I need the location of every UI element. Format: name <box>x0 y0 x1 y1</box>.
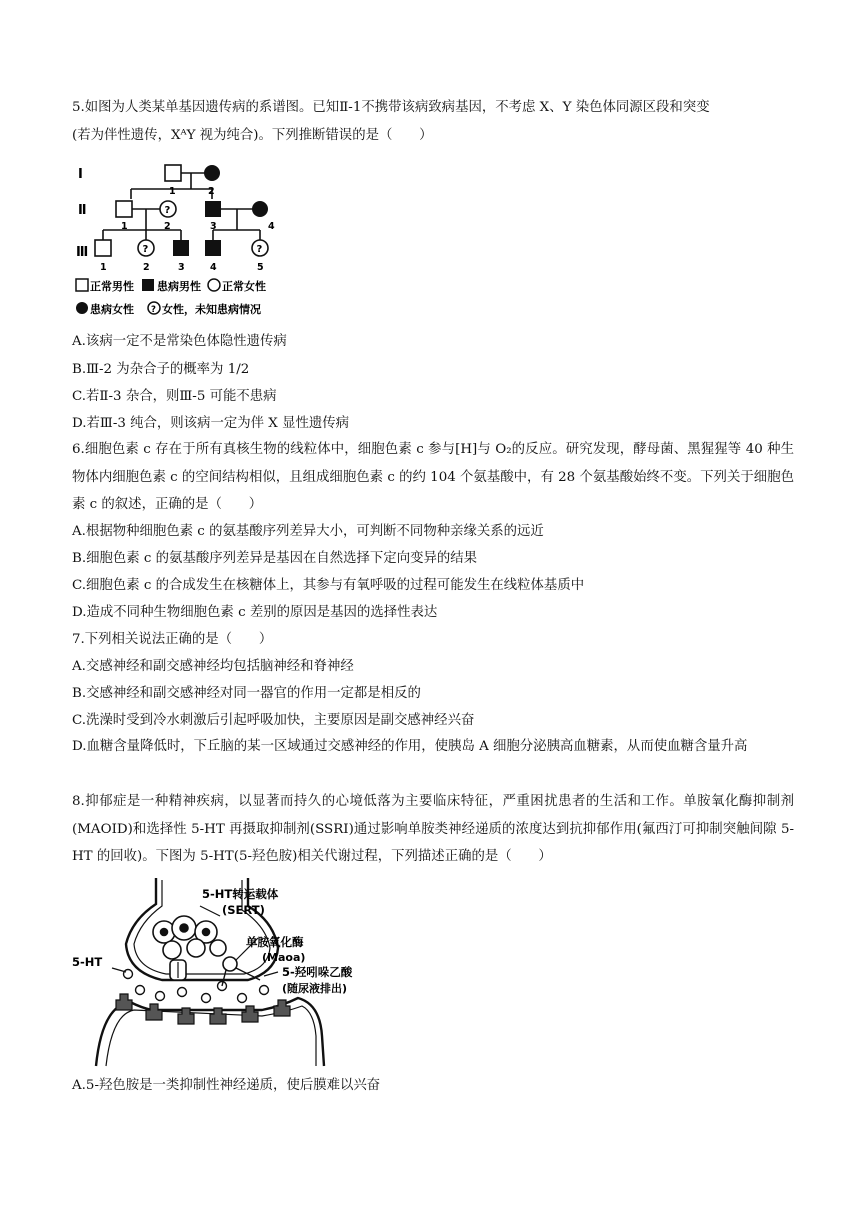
label-5hiaa-line-1: 5-羟吲哚乙酸 <box>282 965 353 979</box>
legend-affected-female-symbol <box>76 302 88 314</box>
unknown-mark: ? <box>142 244 149 255</box>
label-sert-line-1: 5-HT转运载体 <box>202 887 279 901</box>
legend-normal-male: 正常男性 <box>90 280 134 293</box>
label-III-5: 5 <box>257 262 264 273</box>
label-sert-line-2: (SERT) <box>222 903 265 917</box>
q5-option-d: D.若Ⅲ-3 纯合，则该病一定为伴 X 显性遗传病 <box>72 416 350 431</box>
individual-II-1-normal-male <box>116 201 132 217</box>
label-III-4: 4 <box>210 262 217 273</box>
pedigree-chart <box>72 152 312 324</box>
individual-III-4-affected-male <box>205 240 221 256</box>
label-II-2: 2 <box>164 221 171 232</box>
gen-label-2: Ⅱ <box>78 203 87 218</box>
label-III-2: 2 <box>143 262 150 273</box>
legend-affected-male-symbol <box>142 279 154 291</box>
q5-option-b: B.Ⅲ-2 为杂合子的概率为 1/2 <box>72 362 250 377</box>
maoa-enzyme <box>223 957 237 971</box>
pedigree-legend <box>76 279 266 316</box>
unknown-mark: ? <box>151 305 156 315</box>
legend-affected-female: 患病女性 <box>90 303 134 316</box>
q7-option-b: B.交感神经和副交感神经对同一器官的作用一定都是相反的 <box>72 686 421 701</box>
legend-normal-female-symbol <box>208 279 220 291</box>
q7-option-d: D.血糖含量降低时，下丘脑的某一区域通过交感神经的作用，使胰岛 A 细胞分泌胰高血糖素，从而使血糖含量升高 <box>72 739 748 754</box>
individual-II-3-affected-male <box>205 201 221 217</box>
label-5ht: 5-HT <box>72 955 103 969</box>
label-III-1: 1 <box>100 262 107 273</box>
label-maoa-line-2: (Maoa) <box>262 951 306 964</box>
q7-option-c: C.洗澡时受到冷水刺激后引起呼吸加快，主要原因是副交感神经兴奋 <box>72 713 475 728</box>
q5-stem-line-1: 5.如图为人类某单基因遗传病的系谱图。已知Ⅱ-1不携带该病致病基因，不考虑 X、Y 染色体同源区段和突变 <box>72 100 710 115</box>
individual-II-4-affected-female <box>252 201 268 217</box>
legend-normal-female: 正常女性 <box>222 280 266 293</box>
synaptic-vesicles <box>153 916 226 959</box>
q5-option-a: A.该病一定不是常染色体隐性遗传病 <box>72 334 287 349</box>
label-5hiaa-line-2: (随尿液排出) <box>282 982 348 995</box>
q5-option-c: C.若Ⅱ-3 杂合，则Ⅲ-5 可能不患病 <box>72 389 277 404</box>
q6-option-d: D.造成不同种生物细胞色素 c 差别的原因是基因的选择性表达 <box>72 605 438 620</box>
q7-option-a: A.交感神经和副交感神经均包括脑神经和脊神经 <box>72 659 354 674</box>
legend-unknown-female: 女性，未知患病情况 <box>162 303 261 316</box>
label-I-1: 1 <box>169 186 176 197</box>
q5-stem-line-2: (若为伴性遗传，XᴬY 视为纯合)。下列推断错误的是（ ） <box>72 128 433 143</box>
label-II-4: 4 <box>268 221 275 232</box>
label-II-1: 1 <box>121 221 128 232</box>
individual-I-2-affected-female <box>204 165 220 181</box>
unknown-mark: ? <box>256 244 263 255</box>
individual-III-1-normal-male <box>95 240 111 256</box>
individual-III-3-affected-male <box>173 240 189 256</box>
q6-option-b: B.细胞色素 c 的氨基酸序列差异是基因在自然选择下定向变异的结果 <box>72 551 478 566</box>
q6-stem: 6.细胞色素 c 存在于所有真核生物的线粒体中，细胞色素 c 参与[H]与 O₂的反应。研究发现，酵母菌、黑猩猩等 40 种生物体内细胞色素 c 的空间结构相似，且组成细胞色素 c 的约 104 个氨基酸中，有 28 个氨基酸始终不变。下列关于细胞色素 c 的叙述，正确的是（ ） <box>72 442 795 512</box>
q6-option-c: C.细胞色素 c 的合成发生在核糖体上，其参与有氧呼吸的过程可能发生在线粒体基质中 <box>72 578 585 593</box>
label-I-2: 2 <box>208 186 215 197</box>
q8-stem: 8.抑郁症是一种精神疾病，以显著而持久的心境低落为主要临床特征，严重困扰患者的生活和工作。单胺氧化酶抑制剂(MAOID)和选择性 5-HT 再摄取抑制剂(SSRI)通过影响单胺类神经递质的浓度达到抗抑郁作用(氟西汀可抑制突触间隙 5-HT 的回收)。下图为 5-HT(5-羟色胺)相关代谢过程，下列描述正确的是（ ） <box>72 794 794 864</box>
label-III-3: 3 <box>178 262 185 273</box>
individual-I-1-normal-male <box>165 165 181 181</box>
label-II-3: 3 <box>210 221 217 232</box>
q6-option-a: A.根据物种细胞色素 c 的氨基酸序列差异大小，可判断不同物种亲缘关系的远近 <box>72 524 544 539</box>
synapse-5ht-diagram <box>72 876 394 1068</box>
gen-label-3: Ⅲ <box>76 245 89 260</box>
legend-affected-male: 患病男性 <box>157 280 201 293</box>
gen-label-1: Ⅰ <box>78 167 83 182</box>
q8-option-a: A.5-羟色胺是一类抑制性神经递质，使后膜难以兴奋 <box>72 1078 381 1093</box>
q7-stem: 7.下列相关说法正确的是（ ） <box>72 632 273 647</box>
legend-normal-male-symbol <box>76 279 88 291</box>
unknown-mark: ? <box>164 205 171 216</box>
label-maoa-line-1: 单胺氧化酶 <box>246 935 304 949</box>
